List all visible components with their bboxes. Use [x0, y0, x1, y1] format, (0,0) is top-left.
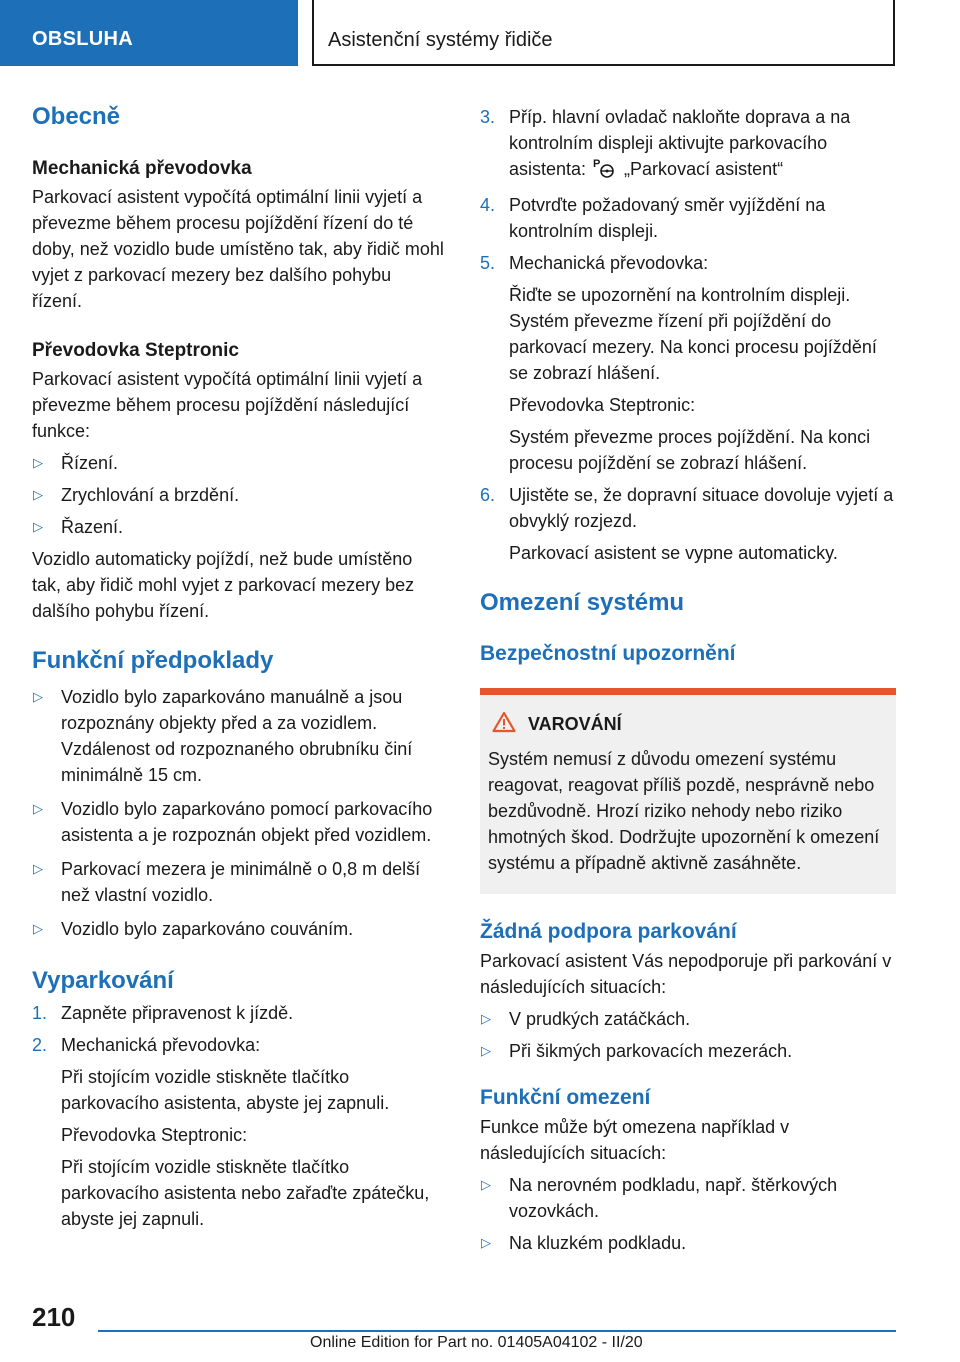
right-column [480, 98, 896, 1256]
footer-edition: Online Edition for Part no. 01405A04102 - II/20 [310, 1334, 643, 1351]
step-item: 5. Mechanická převodovka: [480, 253, 709, 273]
heading-bezpecnost: Bezpečnostní upozornění [480, 642, 736, 665]
heading-omezeni: Omezení systému [480, 589, 685, 616]
mechanical-text: Parkovací asistent vypočítá optimální linii vyjetí a převezme během procesu pojíždění řízení do té doby, než vozidlo bude umístěno tak, aby řidič mohl vyjet z parkovací mezery bez dalšího pohybu řízení. [32, 187, 444, 311]
step-sub-text: Převodovka Steptronic: [61, 1125, 248, 1145]
warning-text: Systém nemusí z důvodu omezení systému reagovat, reagovat příliš pozdě, nesprávně nebo bezdůvodně. Hrozí riziko nehody nebo riziko hmotných škod. Dodržujte upozornění k omezení systému a případně aktivně zasáhněte. [488, 749, 880, 873]
heading-steptronic: Převodovka Steptronic [32, 340, 239, 361]
list-item: ▷ Řízení. [32, 450, 446, 476]
list-item: ▷ V prudkých zatáčkách. [480, 1006, 896, 1032]
section-tab [0, 0, 298, 66]
step-sub-text: Systém převezme proces pojíždění. Na konci procesu pojíždění se zobrazí hlášení. [509, 427, 871, 473]
page-header [0, 0, 960, 66]
heading-vyparkovani: Vyparkování [32, 967, 174, 994]
footer-divider [98, 1330, 896, 1332]
heading-zadna-podpora: Žádná podpora parkování [480, 920, 737, 943]
heading-mechanical: Mechanická převodovka [32, 158, 252, 179]
step-item: 4. Potvrďte požadovaný směr vyjíždění na kontrolním displeji. [480, 195, 826, 241]
section-title: OBSLUHA [32, 28, 133, 50]
list-item: ▷ Řazení. [32, 514, 446, 540]
triangle-bullet-icon: ▷ [481, 1011, 491, 1026]
step-sub-text: Parkovací asistent se vypne automaticky. [509, 543, 838, 563]
triangle-bullet-icon: ▷ [481, 1177, 491, 1192]
heading-funkcni-omezeni: Funkční omezení [480, 1086, 651, 1109]
list-item: ▷ Vozidlo bylo zaparkováno couváním. [32, 916, 446, 942]
heading-obecne: Obecně [32, 103, 121, 130]
funkcni-text: Funkce může být omezena například v následujících situacích: [480, 1117, 790, 1163]
step-item: 3. Příp. hlavní ovladač nakloňte doprava a na kontrolním displeji aktivujte parkovacího asistenta: P „Parkovací asistent“ [480, 104, 896, 186]
step-sub-text: Při stojícím vozidle stiskněte tlačítko parkovacího asistenta nebo zařaďte zpátečku, abyste jej zapnuli. [61, 1157, 430, 1229]
heading-predpoklady: Funkční předpoklady [32, 647, 274, 674]
step-sub-text: Při stojícím vozidle stiskněte tlačítko parkovacího asistenta, abyste jej zapnuli. [61, 1067, 390, 1113]
parking-assistant-icon [592, 157, 618, 186]
chapter-box [312, 0, 895, 66]
left-column [32, 98, 446, 1232]
list-item: ▷ Na kluzkém podkladu. [480, 1230, 896, 1256]
triangle-bullet-icon: ▷ [33, 689, 43, 704]
list-item: ▷ Na nerovném podkladu, např. štěrkových vozovkách. [480, 1172, 896, 1224]
warning-triangle-icon [492, 711, 516, 740]
svg-text:P: P [593, 158, 601, 170]
step-item: 2. Mechanická převodovka: [32, 1035, 261, 1055]
step-item: 1. Zapněte připravenost k jízdě. [32, 1003, 294, 1023]
page-number: 210 [32, 1302, 76, 1332]
list-item: ▷ Vozidlo bylo zaparkováno manuálně a jsou rozpoznány objekty před a za vozidlem. Vzdálenost od rozpoznaného obrubníku činí minimálně 15 cm. [32, 684, 446, 788]
triangle-bullet-icon: ▷ [33, 801, 43, 816]
triangle-bullet-icon: ▷ [481, 1235, 491, 1250]
steptronic-after-text: Vozidlo automaticky pojíždí, než bude umístěno tak, aby řidič mohl vyjet z parkovací mezery bez dalšího pohybu řízení. [32, 549, 415, 621]
list-item: ▷ Vozidlo bylo zaparkováno pomocí parkovacího asistenta a je rozpoznán objekt před vozidlem. [32, 796, 446, 848]
warning-title: VAROVÁNÍ [488, 711, 888, 740]
list-item: ▷ Při šikmých parkovacích mezerách. [480, 1038, 896, 1064]
list-item: ▷ Parkovací mezera je minimálně o 0,8 m delší než vlastní vozidlo. [32, 856, 446, 908]
triangle-bullet-icon: ▷ [481, 1043, 491, 1058]
list-item: ▷ Zrychlování a brzdění. [32, 482, 446, 508]
zadna-text: Parkovací asistent Vás nepodporuje při parkování v následujících situacích: [480, 951, 892, 997]
triangle-bullet-icon: ▷ [33, 487, 43, 502]
steptronic-text: Parkovací asistent vypočítá optimální linii vyjetí a převezme během procesu pojíždění následující funkce: [32, 369, 423, 441]
step-item: 6. Ujistěte se, že dopravní situace dovoluje vyjetí a obvyklý rozjezd. [480, 485, 894, 531]
triangle-bullet-icon: ▷ [33, 861, 43, 876]
triangle-bullet-icon: ▷ [33, 519, 43, 534]
triangle-bullet-icon: ▷ [33, 921, 43, 936]
step-sub-text: Řiďte se upozornění na kontrolním displeji. Systém převezme řízení při pojíždění do parkovací mezery. Na konci procesu pojíždění se zobrazí hlášení. [509, 285, 877, 383]
triangle-bullet-icon: ▷ [33, 455, 43, 470]
step-sub-text: Převodovka Steptronic: [509, 395, 696, 415]
chapter-title: Asistenční systémy řidiče [328, 29, 553, 51]
warning-box [480, 688, 896, 894]
